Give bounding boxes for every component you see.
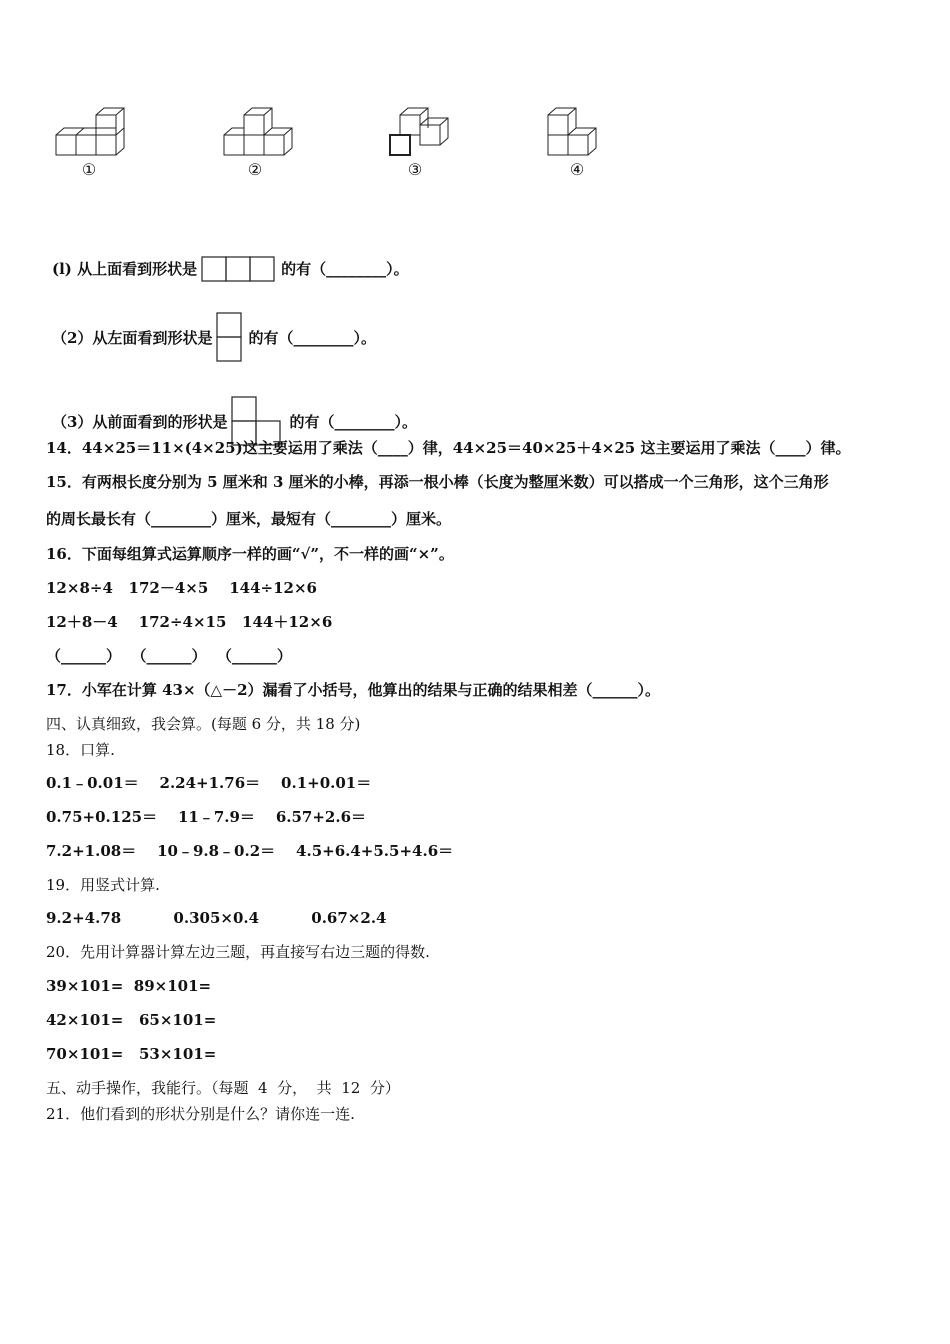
question-20-row-2: 42×101= 65×101= (46, 1011, 217, 1029)
view-question-left-suffix: 的有（________）。 (248, 329, 376, 347)
view-question-left-prefix: （2）从左面看到形状是 (52, 329, 213, 347)
question-17: 17．小军在计算 43×（△－2）漏看了小括号，他算出的结果与正确的结果相差（______）。 (46, 681, 661, 699)
question-20: 20．先用计算器计算左边三题，再直接写右边三题的得数. (46, 943, 430, 961)
section-5-heading: 五、动手操作，我能行。（每题 4 分， 共 12 分） (46, 1079, 400, 1097)
view-question-front-suffix: 的有（________）。 (289, 413, 417, 431)
question-18: 18．口算. (46, 741, 115, 759)
cube-stack-1-drawing (54, 100, 126, 158)
question-18-row-3: 7.2+1.08＝ 10﹣9.8﹣0.2＝ 4.5+6.4+5.5+4.6＝ (46, 842, 454, 860)
question-19-row-1: 9.2+4.78 0.305×0.4 0.67×2.4 (46, 909, 387, 927)
question-20-row-1: 39×101= 89×101= (46, 977, 212, 995)
cube-figure-1 (54, 100, 126, 179)
figure-label-4: ④ (569, 160, 585, 179)
question-16-answer-row: （______） （______） （______） (46, 647, 292, 665)
section-4-heading: 四、认真细致，我会算。(每题 6 分，共 18 分) (46, 715, 361, 733)
question-21: 21．他们看到的形状分别是什么？请你连一连. (46, 1105, 355, 1123)
question-16-row-2: 12＋8－4 172÷4×15 144＋12×6 (46, 613, 333, 631)
question-15-line-1: 15．有两根长度分别为 5 厘米和 3 厘米的小棒，再添一根小棒（长度为整厘米数）可以搭成一个三角形，这个三角形 (46, 473, 829, 491)
figure-label-3: ③ (407, 160, 423, 179)
cube-figure-2 (222, 100, 294, 179)
view-question-top-suffix: 的有（________）。 (281, 260, 409, 278)
figure-label-2: ② (247, 160, 263, 179)
cube-stack-3-drawing (388, 100, 460, 158)
question-18-row-1: 0.1﹣0.01＝ 2.24+1.76＝ 0.1+0.01＝ (46, 774, 372, 792)
question-19: 19．用竖式计算. (46, 876, 160, 894)
front-view-shape (231, 356, 285, 488)
question-14: 14．44×25＝11×(4×25)这主要运用了乘法（____）律，44×25＝40×25＋4×25 这主要运用了乘法（____）律。 (46, 439, 851, 457)
cube-stack-2-drawing (222, 100, 294, 158)
cube-figure-3 (388, 100, 460, 179)
view-question-front-prefix: （3）从前面看到的形状是 (52, 413, 228, 431)
cube-figures (40, 100, 640, 190)
cube-stack-4-drawing (546, 100, 618, 158)
view-question-top-prefix: (l) 从上面看到形状是 (52, 260, 198, 278)
question-20-row-3: 70×101= 53×101= (46, 1045, 217, 1063)
view-question-front (52, 356, 417, 488)
question-16: 16．下面每组算式运算顺序一样的画“√”，不一样的画“×”。 (46, 545, 454, 563)
figure-label-1: ① (81, 160, 97, 179)
question-15-line-2: 的周长最长有（________）厘米，最短有（________）厘米。 (46, 510, 452, 528)
question-16-row-1: 12×8÷4 172－4×5 144÷12×6 (46, 579, 317, 597)
question-18-row-2: 0.75+0.125＝ 11﹣7.9＝ 6.57+2.6＝ (46, 808, 367, 826)
cube-figure-4 (546, 100, 618, 179)
